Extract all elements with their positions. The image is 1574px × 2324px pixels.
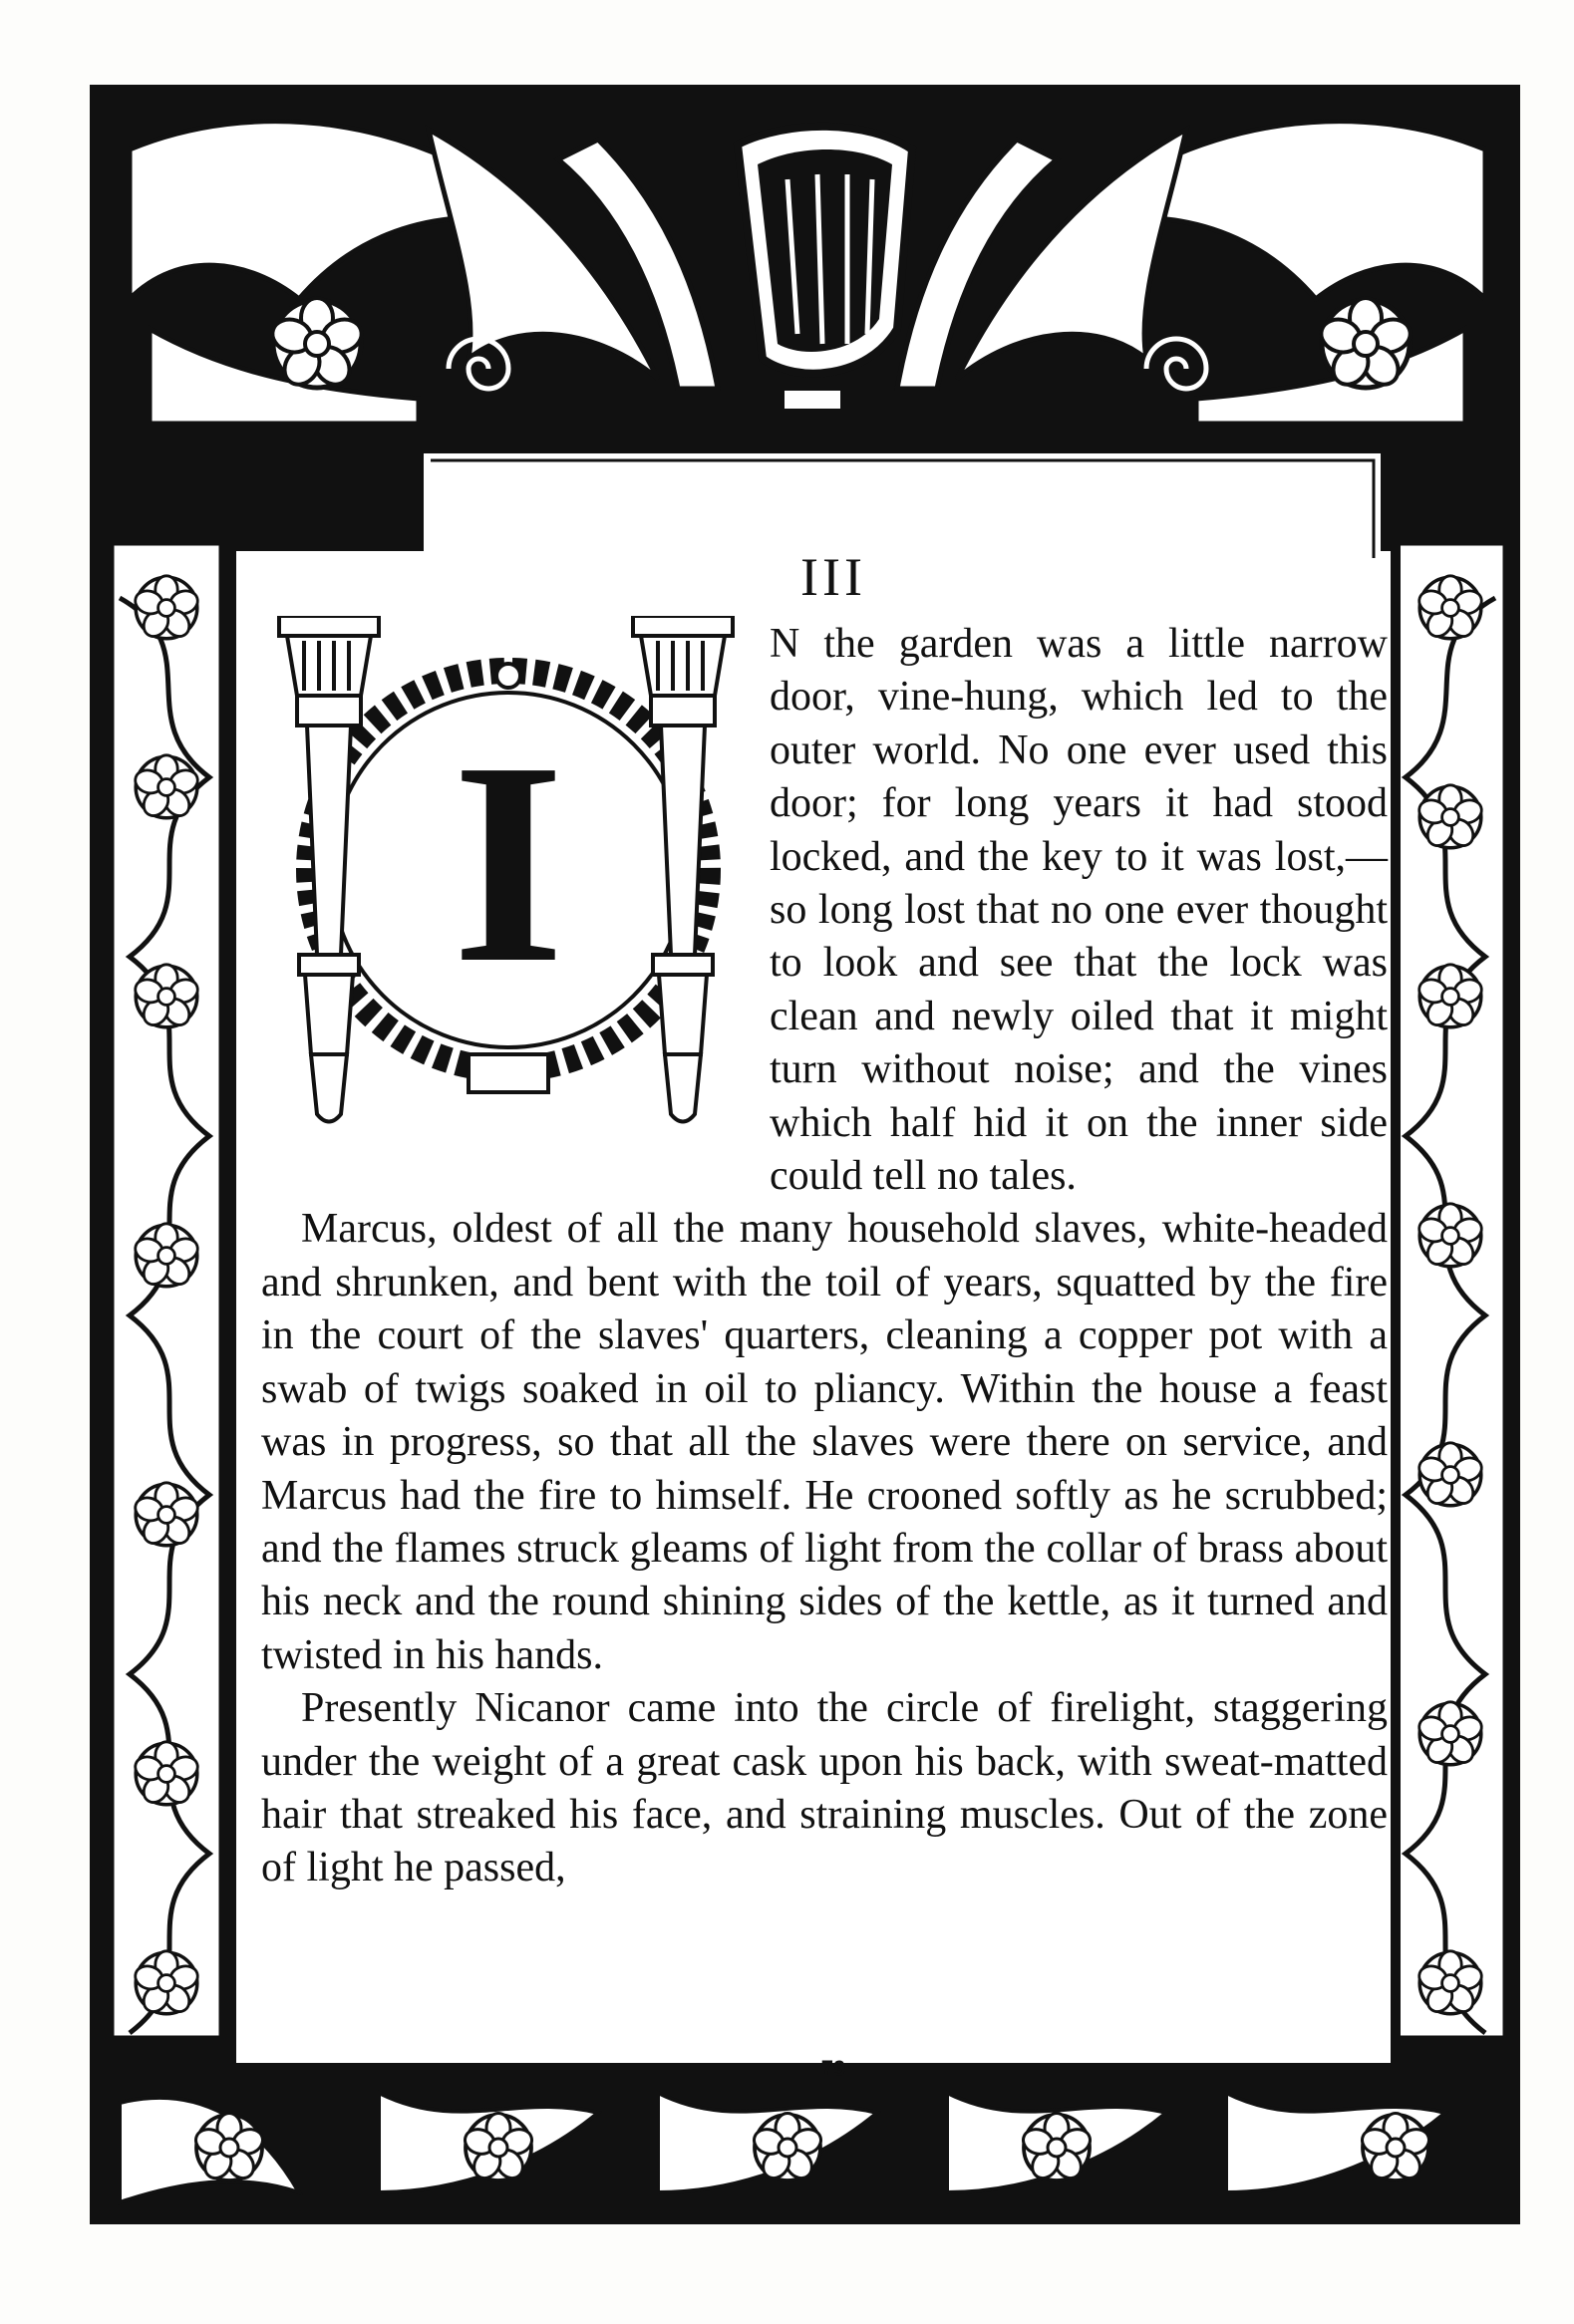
top-ornament bbox=[105, 100, 1505, 424]
paragraph: Marcus, oldest of all the many household slaves, white-headed and shrunken, and bent with the toil of years, squatted by the fire in the court of the slaves' quarters, cleaning a copper pot with a swab of twigs soaked in oil to pliancy. Within the house a feast was in progress, so that all the slaves were there on service, and Marcus had the fire to himself. He crooned softly as he scrubbed; and the flames struck gleams of light from the collar of brass about his neck and the round shining sides of the kettle, as it turned and twisted in his hands. bbox=[261, 1206, 1388, 1678]
text-panel bbox=[239, 526, 1427, 2081]
page-number: 79 bbox=[820, 2056, 846, 2081]
paragraph: N the garden was a little narrow door, vine-hung, which led to the outer world. No one ever used this door; for long years it had stood locked, and the key to it was lost,— so long lost that no one ever thought to look and see that the lock was clean and newly oiled that it might turn without noise; and the vines which half hid it on the inner side could tell no tales. bbox=[770, 621, 1388, 1200]
dropcap-letter: I bbox=[452, 703, 565, 1022]
paragraph: Presently Nicanor came into the circle of firelight, staggering under the weight of a great cask upon his back, with sweat-matted hair that streaked his face, and straining muscles. Out of the zone of light he passed, bbox=[261, 1685, 1388, 1891]
body-text bbox=[261, 618, 1388, 1895]
left-side-ornament bbox=[112, 543, 221, 2038]
bottom-ornament bbox=[105, 2078, 1505, 2217]
chapter-heading: III bbox=[800, 547, 866, 607]
